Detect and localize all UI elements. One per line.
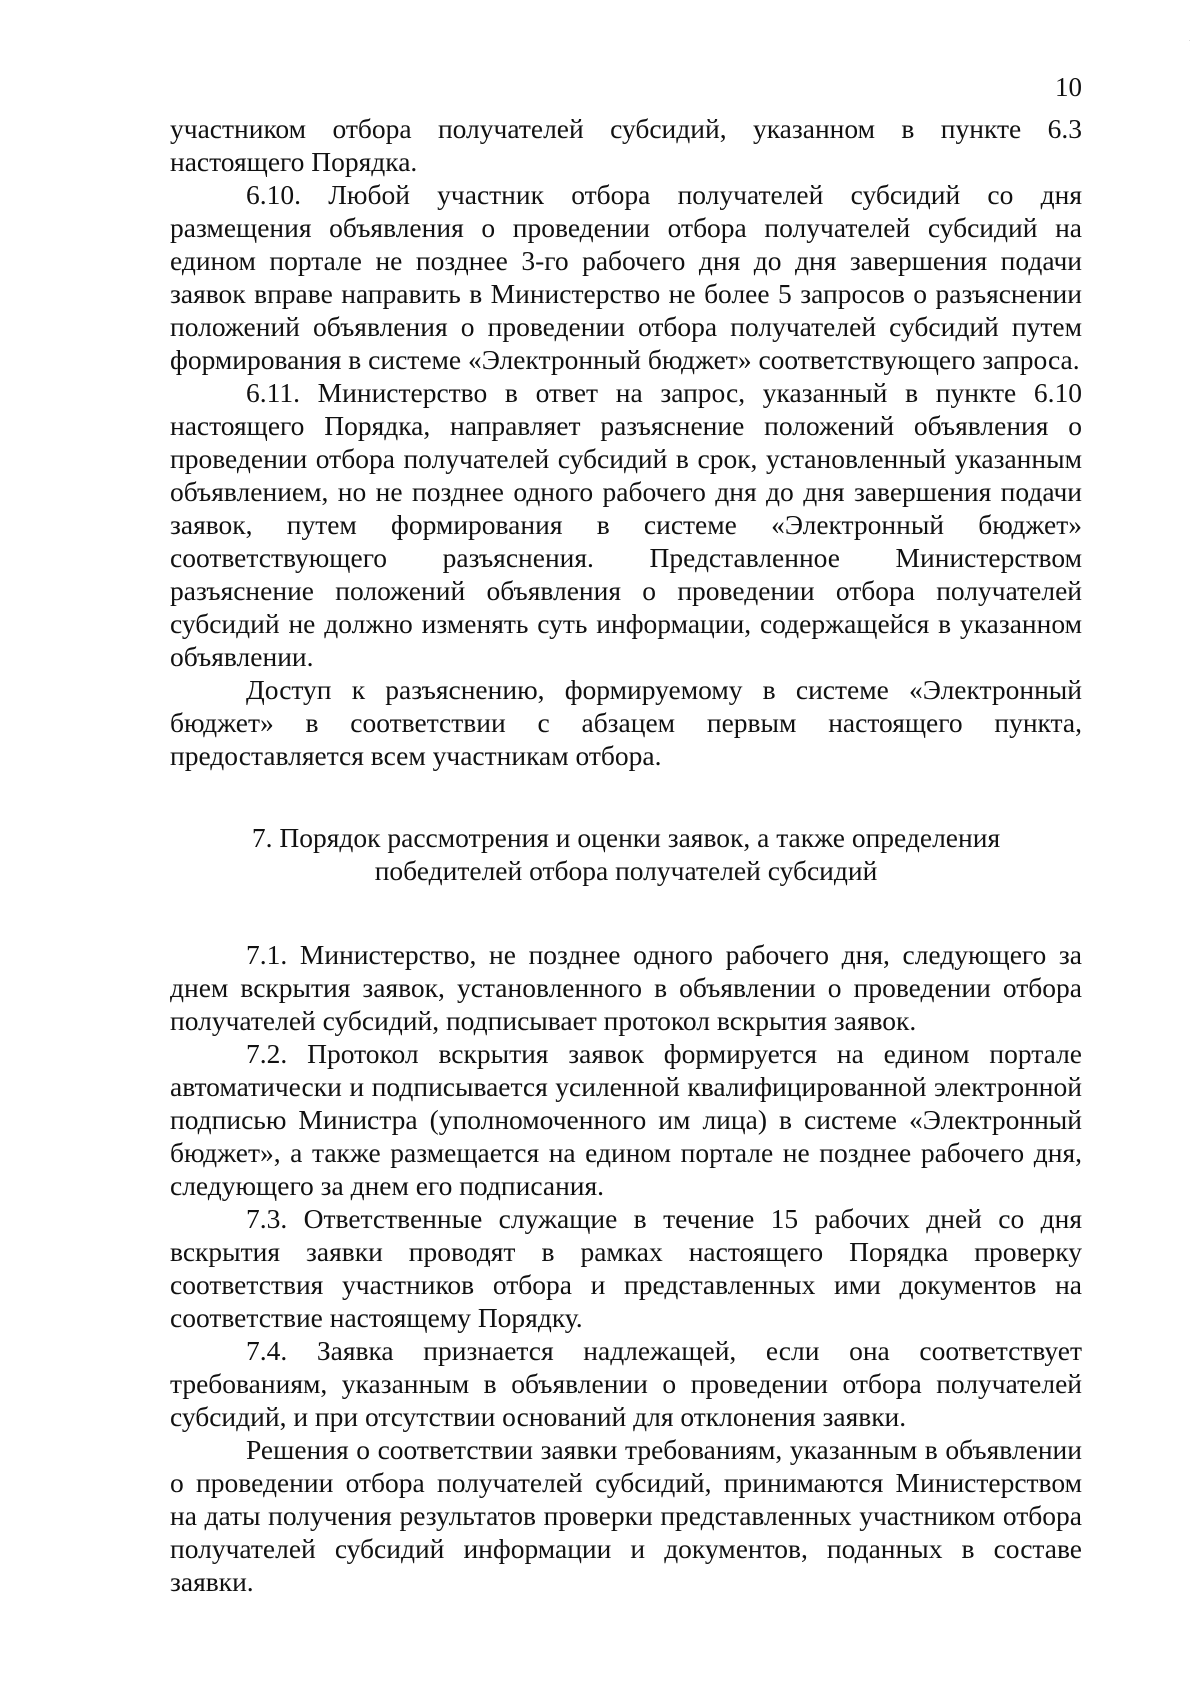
section-heading-line-2: победителей отбора получателей субсидий <box>374 855 878 886</box>
section-heading <box>170 821 1082 887</box>
paragraph-7-4: 7.4. Заявка признается надлежащей, если она соответствует требованиям, указанным в объявлении о проведении отбора получателей субсидий, и при отсутствии оснований для отклонения заявки. <box>170 1335 1082 1432</box>
paragraph-access-clarification: Доступ к разъяснению, формируемому в системе «Электронный бюджет» в соответствии с абзацем первым настоящего пункта, предоставляется всем участникам отбора. <box>170 674 1082 771</box>
paragraph-7-3: 7.3. Ответственные служащие в течение 15 рабочих дней со дня вскрытия заявки проводят в рамках настоящего Порядка проверку соответствия участников отбора и представленных ими документов на соответствие настоящему Порядку. <box>170 1203 1082 1333</box>
scan-mark <box>1189 40 1190 41</box>
document-body <box>170 112 1082 1598</box>
paragraph-7-2: 7.2. Протокол вскрытия заявок формируется на едином портале автоматически и подписывается усиленной квалифицированной электронной подписью Министра (уполномоченного им лица) в системе «Электронный бюджет», а также размещается на едином портале не позднее рабочего дня, следующего за днем его подписания. <box>170 1038 1082 1201</box>
paragraph-6-11: 6.11. Министерство в ответ на запрос, указанный в пункте 6.10 настоящего Порядка, направляет разъяснение положений объявления о проведении отбора получателей субсидий в срок, установленный указанным объявлением, но не позднее одного рабочего дня до дня завершения подачи заявок, путем формирования в системе «Электронный бюджет» соответствующего разъяснения. Представленное Министерством разъяснение положений объявления о проведении отбора получателей субсидий не должно изменять суть информации, содержащейся в указанном объявлении. <box>170 377 1082 672</box>
paragraph-decisions: Решения о соответствии заявки требованиям, указанным в объявлении о проведении отбора получателей субсидий, принимаются Министерством на даты получения результатов проверки представленных участником отбора получателей субсидий информации и документов, поданных в составе заявки. <box>170 1434 1082 1597</box>
paragraph-continuation: участником отбора получателей субсидий, указанном в пункте 6.3 настоящего Порядка. <box>170 113 1082 177</box>
paragraph-7-1: 7.1. Министерство, не позднее одного рабочего дня, следующего за днем вскрытия заявок, установленного в объявлении о проведении отбора получателей субсидий, подписывает протокол вскрытия заявок. <box>170 939 1082 1036</box>
paragraph-6-10: 6.10. Любой участник отбора получателей субсидий со дня размещения объявления о проведении отбора получателей субсидий на едином портале не позднее 3-го рабочего дня до дня завершения подачи заявок вправе направить в Министерство не более 5 запросов о разъяснении положений объявления о проведении отбора получателей субсидий путем формирования в системе «Электронный бюджет» соответствующего запроса. <box>170 179 1082 375</box>
page-number: 10 <box>1055 72 1082 102</box>
section-heading-line-1: 7. Порядок рассмотрения и оценки заявок, а также определения <box>251 822 1001 853</box>
